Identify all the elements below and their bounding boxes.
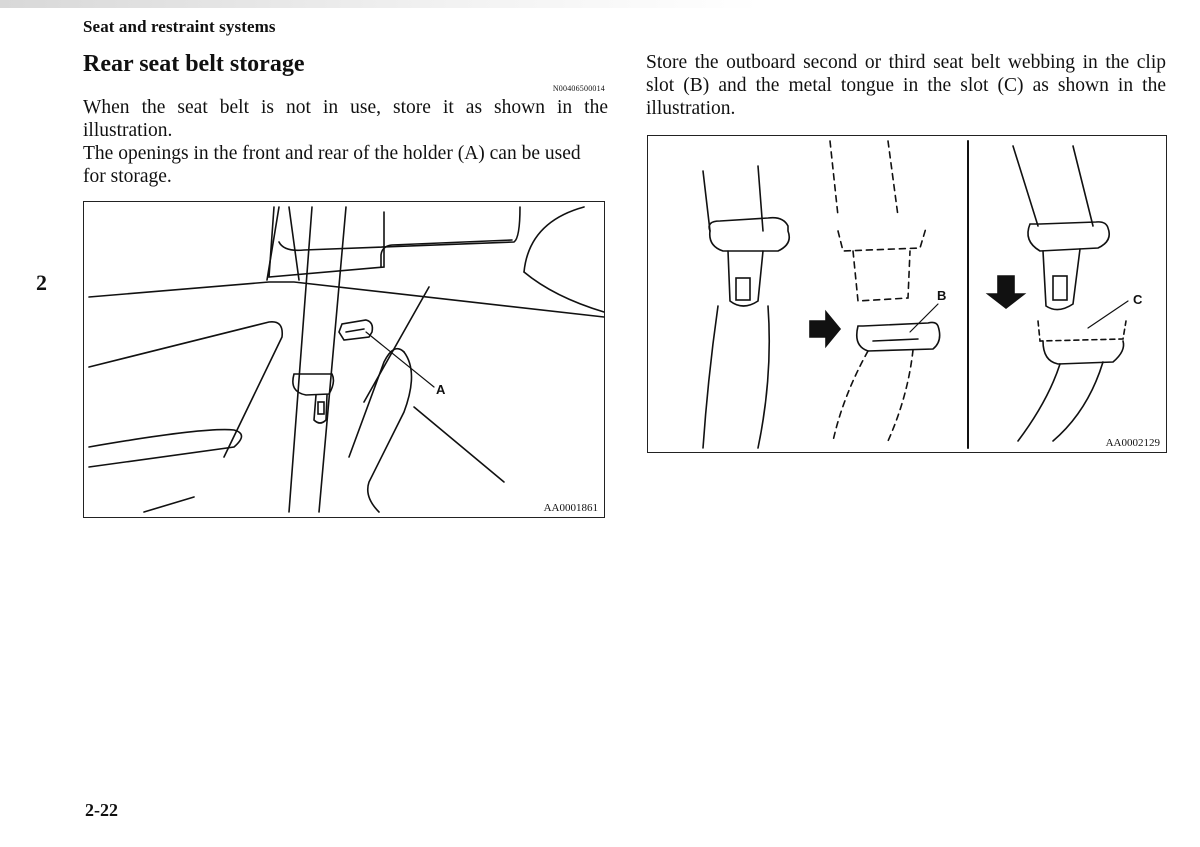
callout-a: A — [436, 382, 446, 397]
seat-belt-clip-illustration — [648, 136, 1168, 454]
paragraph-clip-slot-instruction: Store the outboard second or third seat belt webbing in the clip slot (B) and the metal tongue in the slot (C) as shown in the illustration. — [646, 52, 1166, 119]
page-title: Rear seat belt storage — [83, 51, 305, 77]
paragraph-storage-instruction: When the seat belt is not in use, store it as shown in the illustration. — [83, 97, 608, 141]
callout-c: C — [1133, 292, 1143, 307]
callout-b: B — [937, 288, 947, 303]
seat-belt-holder-illustration — [84, 202, 606, 519]
paragraph-holder-openings: The openings in the front and rear of the holder (A) can be used for storage. — [83, 143, 581, 187]
section-header: Seat and restraint systems — [83, 17, 276, 36]
figure-belt-clip — [647, 135, 1167, 453]
document-code: N00406500014 — [552, 84, 605, 93]
figure-belt-holder — [83, 201, 605, 518]
scan-edge-shading — [0, 0, 760, 8]
page-number: 2-22 — [85, 800, 118, 820]
figure1-code: AA0001861 — [543, 502, 598, 514]
chapter-number: 2 — [36, 270, 47, 295]
figure2-code: AA0002129 — [1105, 437, 1160, 449]
